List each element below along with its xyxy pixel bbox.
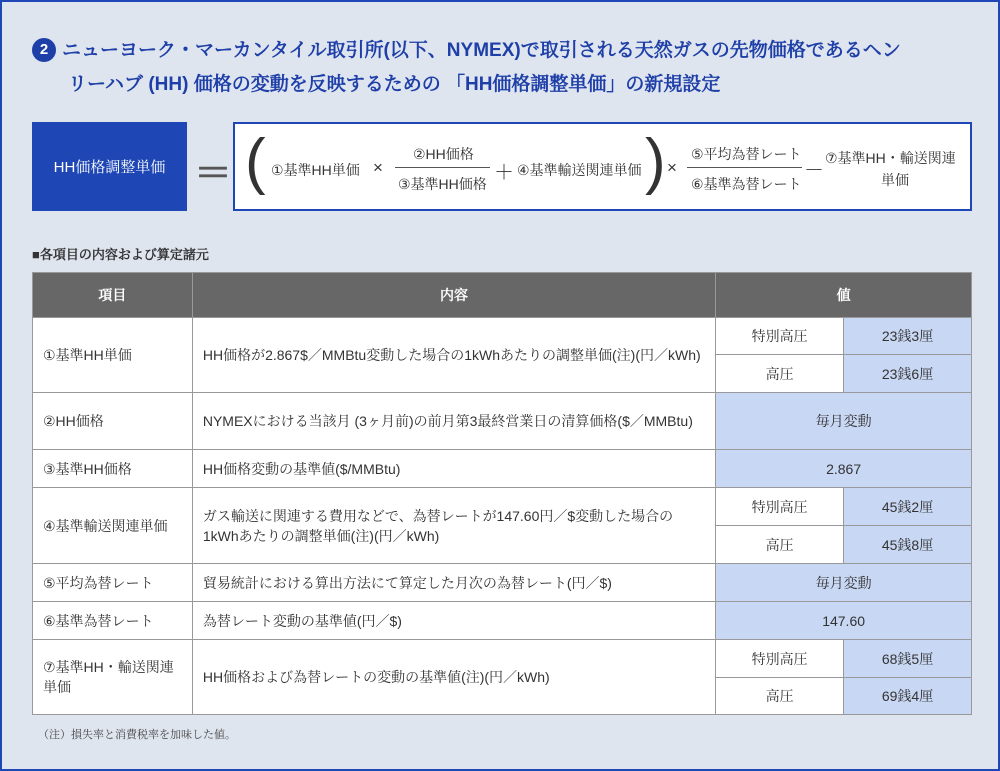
row-item: ⑦基準HH・輸送関連単価 bbox=[33, 640, 193, 715]
header-value: 値 bbox=[716, 273, 972, 318]
sub-value: 23銭3厘 bbox=[844, 318, 972, 355]
row-content: 貿易統計における算出方法にて算定した月次の為替レート(円／$) bbox=[192, 564, 715, 602]
sub-value: 69銭4厘 bbox=[844, 678, 972, 715]
row-content: HH価格および為替レートの変動の基準値(注)(円／kWh) bbox=[192, 640, 715, 715]
sub-label: 特別高圧 bbox=[716, 318, 844, 355]
table-row bbox=[33, 488, 972, 526]
spec-table bbox=[32, 272, 972, 715]
fraction-line-2 bbox=[687, 167, 802, 168]
row-item: ①基準HH単価 bbox=[33, 318, 193, 393]
table-row bbox=[33, 318, 972, 355]
row-value: 2.867 bbox=[716, 450, 972, 488]
denominator-6: ⑥基準為替レート bbox=[691, 176, 802, 192]
row-item: ④基準輸送関連単価 bbox=[33, 488, 193, 564]
row-item: ②HH価格 bbox=[33, 393, 193, 450]
row-item: ⑥基準為替レート bbox=[33, 602, 193, 640]
formula-lhs: HH価格調整単価 bbox=[32, 122, 187, 211]
minus-sign: － bbox=[804, 160, 824, 182]
header-item: 項目 bbox=[33, 273, 193, 318]
equals-sign: ＝ bbox=[194, 153, 233, 195]
plus-sign: ＋ bbox=[494, 162, 514, 184]
denominator-3: ③基準HH価格 bbox=[398, 176, 487, 192]
row-content: 為替レート変動の基準値(円／$) bbox=[192, 602, 715, 640]
term-1: ①基準HH単価 bbox=[271, 162, 360, 178]
sub-label: 高圧 bbox=[716, 355, 844, 393]
row-value: 毎月変動 bbox=[716, 393, 972, 450]
title-line-1: ニューヨーク・マーカンタイル取引所(以下、NYMEX)で取引される天然ガスの先物価格であるヘン bbox=[62, 40, 901, 61]
sub-value: 45銭2厘 bbox=[844, 488, 972, 526]
numerator-5: ⑤平均為替レート bbox=[691, 146, 802, 162]
row-content: NYMEXにおける当該月 (3ヶ月前)の前月第3最終営業日の清算価格($／MMBtu) bbox=[192, 393, 715, 450]
table-row bbox=[33, 450, 972, 488]
term-7-line-1: ⑦基準HH・輸送関連 bbox=[825, 150, 956, 166]
row-content: HH価格が2.867$／MMBtu変動した場合の1kWhあたりの調整単価(注)(円／kWh) bbox=[192, 318, 715, 393]
sub-value: 23銭6厘 bbox=[844, 355, 972, 393]
numerator-2: ②HH価格 bbox=[413, 146, 474, 162]
sub-label: 特別高圧 bbox=[716, 640, 844, 678]
sub-value: 45銭8厘 bbox=[844, 526, 972, 564]
formula-box bbox=[233, 122, 972, 211]
times-1: × bbox=[373, 158, 383, 177]
title-line-2: リーハブ (HH) 価格の変動を反映するための 「HH価格調整単価」の新規設定 bbox=[68, 74, 721, 95]
open-paren: ( bbox=[245, 127, 266, 196]
term-4: ④基準輸送関連単価 bbox=[517, 162, 642, 178]
sub-label: 高圧 bbox=[716, 678, 844, 715]
term-7-line-2: 単価 bbox=[881, 172, 909, 188]
row-value: 毎月変動 bbox=[716, 564, 972, 602]
row-item: ③基準HH価格 bbox=[33, 450, 193, 488]
table-row bbox=[33, 602, 972, 640]
footnote: （注）損失率と消費税率を加味した値。 bbox=[38, 729, 236, 741]
close-paren: ) bbox=[645, 127, 666, 196]
row-content: HH価格変動の基準値($/MMBtu) bbox=[192, 450, 715, 488]
section-title: ■各項目の内容および算定諸元 bbox=[32, 247, 209, 262]
sub-label: 高圧 bbox=[716, 526, 844, 564]
section-number-badge: 2 bbox=[32, 38, 56, 62]
header-content: 内容 bbox=[192, 273, 715, 318]
row-item: ⑤平均為替レート bbox=[33, 564, 193, 602]
row-content: ガス輸送に関連する費用などで、為替レートが147.60円／$変動した場合の1kWhあたりの調整単価(注)(円／kWh) bbox=[192, 488, 715, 564]
page-title bbox=[32, 34, 972, 102]
row-value: 147.60 bbox=[716, 602, 972, 640]
table-header-row bbox=[33, 273, 972, 318]
table-row bbox=[33, 640, 972, 678]
table-row bbox=[33, 564, 972, 602]
sub-value: 68銭5厘 bbox=[844, 640, 972, 678]
table-row bbox=[33, 393, 972, 450]
times-2: × bbox=[667, 158, 677, 177]
fraction-line-1 bbox=[395, 167, 490, 168]
sub-label: 特別高圧 bbox=[716, 488, 844, 526]
